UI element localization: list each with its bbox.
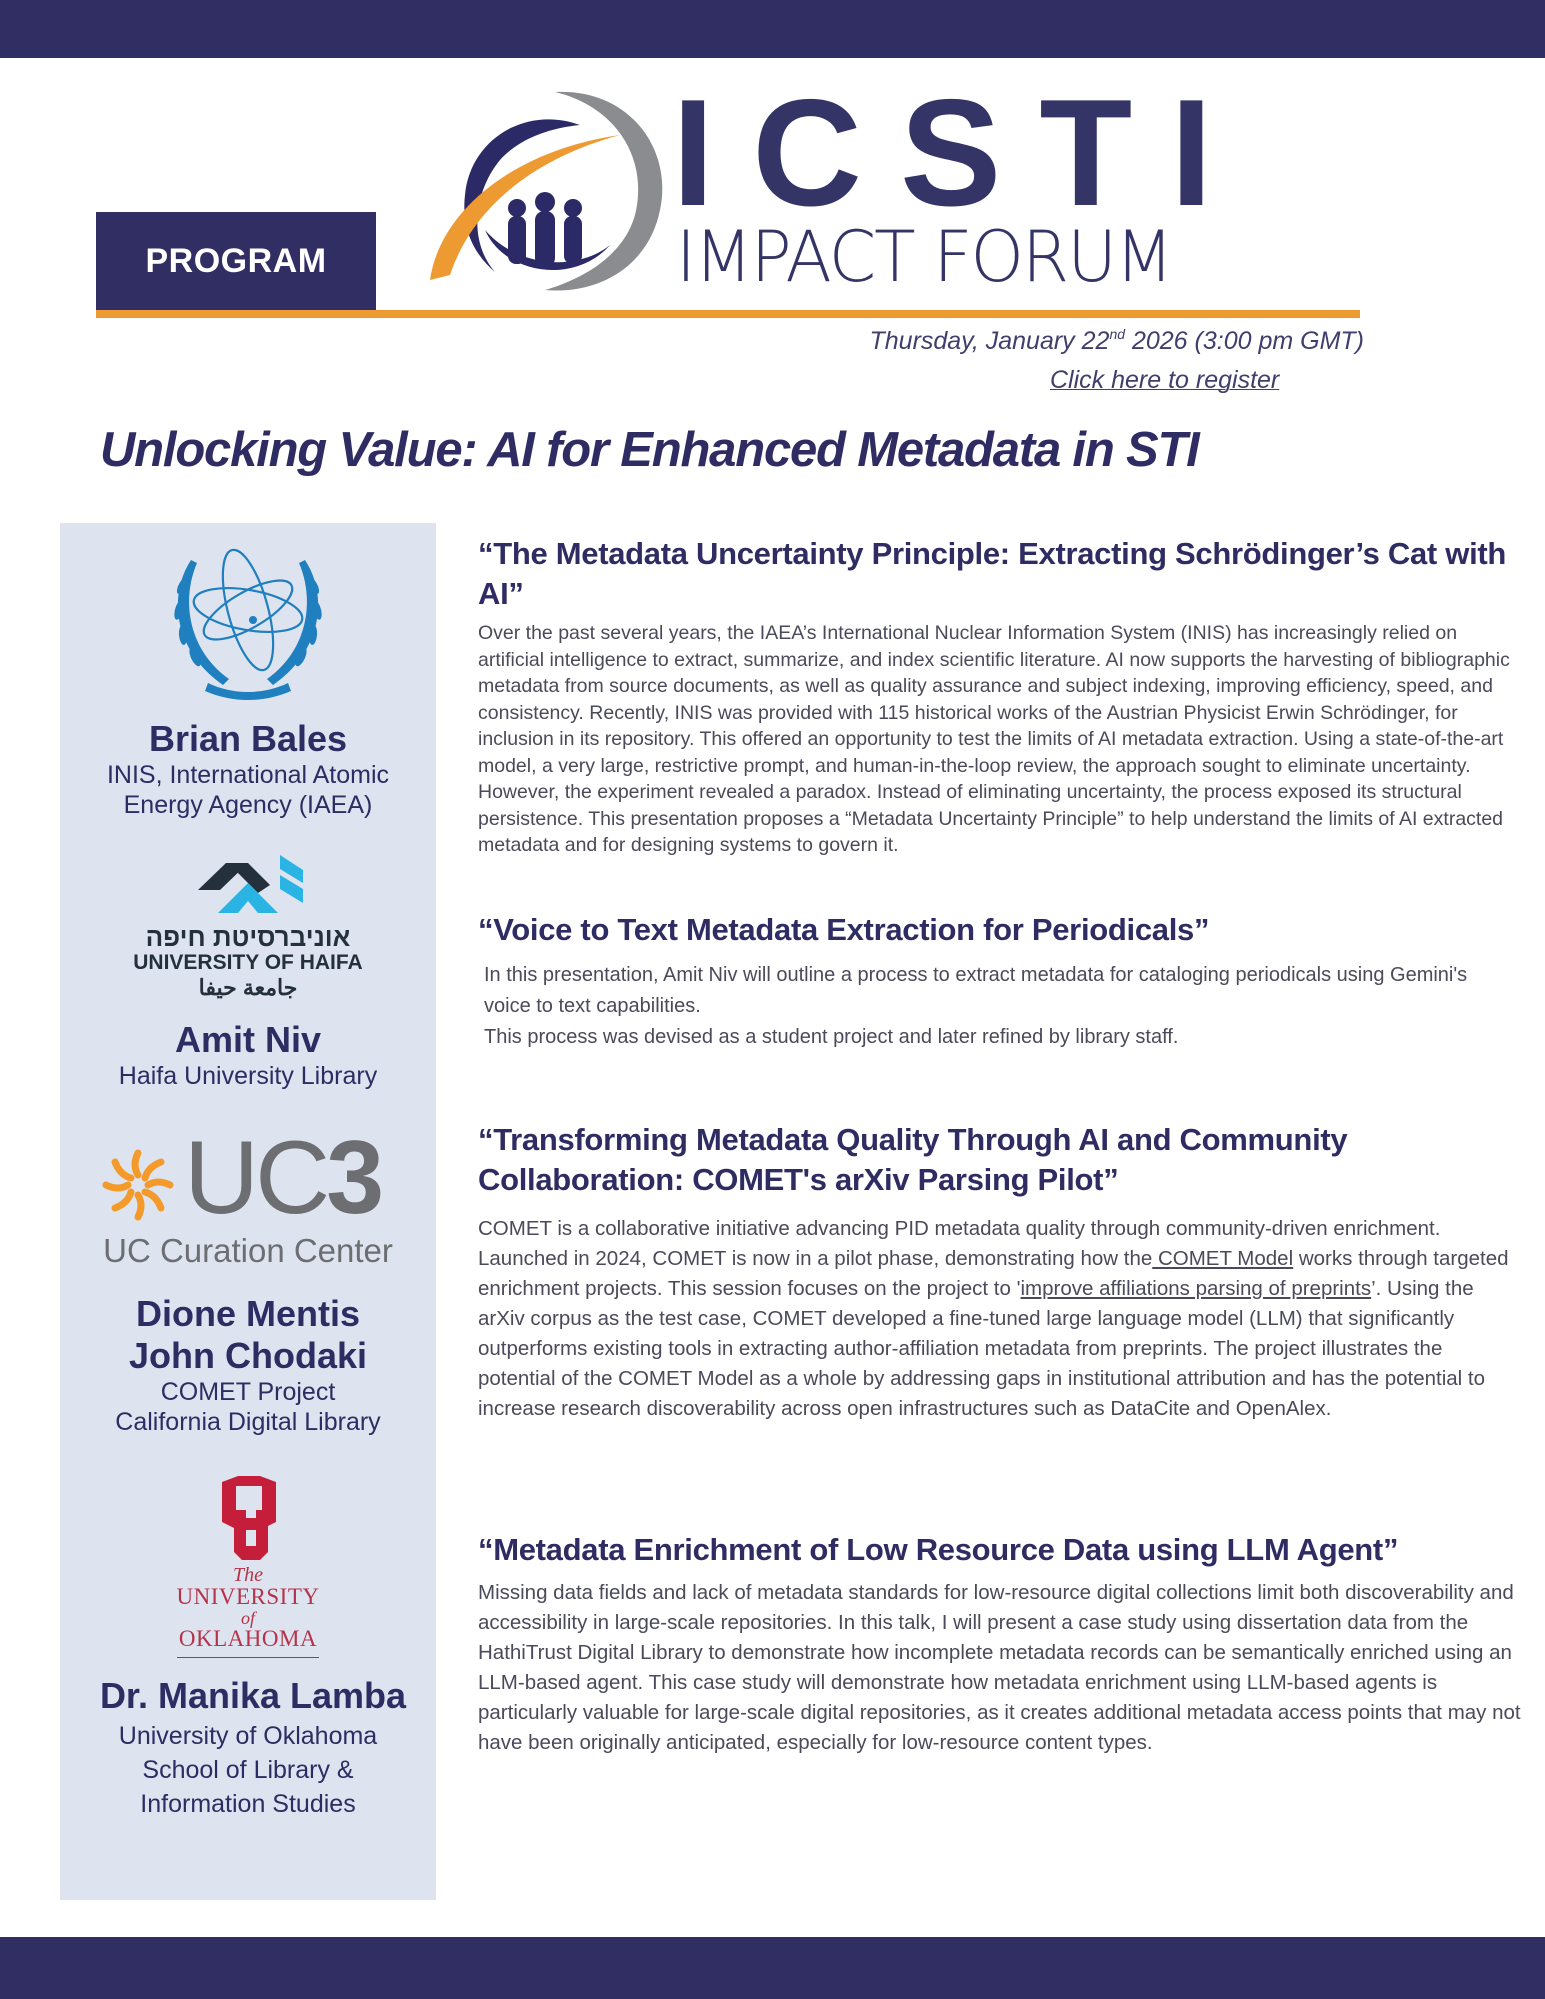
speakers-sidebar [60,523,436,1900]
haifa-arabic-text: جامعة حيفا [198,975,298,1000]
event-date [760,326,1364,356]
uc3-star-icon [98,1145,178,1225]
ou-oklahoma-text: OKLAHOMA [178,1626,318,1651]
uc3-mark: UC [184,1120,327,1236]
iaea-emblem-icon [163,535,333,705]
icsti-wordmark: ICSTI [672,68,1251,238]
event-date-day: Thursday, January 22 [869,327,1110,355]
top-banner-bar [0,0,1545,58]
talk-abstract-line: This process was devised as a student project and later refined by library staff. [484,1026,1179,1048]
page-title: Unlocking Value: AI for Enhanced Metadata in STI [100,423,1199,477]
ou-of-text: of [240,1608,255,1628]
speaker-dione-mentis-john-chodaki [60,1293,436,1437]
talk-abstract-line: In this presentation, Amit Niv will outline a process to extract metadata for cataloging periodicals using Gemini's voice to text capabilities. [484,964,1468,1017]
talk-abstract-text: ’. Using the arXiv corpus as the test case, COMET developed a fine-tuned large language model (LLM) that significantly outperforms existing tools in extracting author-affiliation metadata from preprints. The project illustrates the potential of the COMET Model as a whole by addressing gaps in institutional attribution and has the potential to increase research discoverability across open infrastructures such as DataCite and OpenAlex. [478,1277,1486,1420]
talk-abstract: Missing data fields and lack of metadata standards for low-resource digital collections limit both discoverability and accessibility in large-scale repositories. In this talk, I will present a case study using dissertation data from the HathiTrust Digital Library to demonstrate how incomplete metadata records can be semantically enriched using an LLM-based agent. This case study will demonstrate how metadata enrichment using LLM-based agents is particularly valuable for large-scale digital repositories, as it creates additional metadata access points that may not have been originally anticipated, especially for low-resource content types. [478,1581,1521,1754]
icsti-logo-icon [405,80,695,300]
talk-abstract [478,1214,1518,1424]
haifa-hebrew-text: אוניברסיטת חיפה [145,922,351,952]
ou-wordmark [60,1565,436,1658]
talk-title: “Transforming Metadata Quality Through AI and Community Collaboration: COMET's arXiv Parsing Pilot” [478,1122,1348,1197]
ou-rule [177,1657,319,1658]
speaker-affiliation: Information Studies [140,1790,356,1818]
haifa-english-text: UNIVERSITY OF HAIFA [133,951,363,974]
ou-university-text: UNIVERSITY [176,1584,320,1609]
uc3-wordmark [184,1120,381,1236]
header-divider [96,310,1360,318]
uc3-caption: UC Curation Center [103,1232,393,1269]
talk-metadata-uncertainty [478,534,1518,859]
talk-abstract: Over the past several years, the IAEA’s International Nuclear Information System (INIS) has increasingly relied on artificial intelligence to extract, summarize, and index scientific literature. AI now supports the harvesting of bibliographic metadata from source documents, as well as quality assurance and subject indexing, improving efficiency, speed, and consistency. Recently, INIS was provided with 115 historical works of the Austrian Physicist Erwin Schrödinger, for inclusion in its repository. This offered an opportunity to test the limits of AI metadata extraction. Using a state-of-the-art model, a very large, restrictive prompt, and human-in-the-loop review, the approach sought to eliminate uncertainty. However, the experiment revealed a paradox. Instead of eliminating uncertainty, the process exposed its structural persistence. This presentation proposes a “Metadata Uncertainty Principle” to help understand the limits of AI extracted metadata and for designing systems to govern it. [478,622,1510,856]
speaker-affiliation: California Digital Library [115,1408,381,1436]
talk-voice-to-text [478,910,1518,1053]
speaker-affiliation: INIS, International Atomic [106,761,390,789]
comet-model-link[interactable]: COMET Model [1152,1247,1294,1270]
talk-abstract [478,960,1518,1053]
talk-title: “The Metadata Uncertainty Principle: Extracting Schrödinger’s Cat with AI” [478,536,1507,611]
speaker-affiliation: COMET Project [160,1378,336,1406]
speaker-name: John Chodaki [128,1335,367,1376]
speaker-affiliation: Haifa University Library [118,1062,378,1090]
program-badge [96,212,376,310]
talk-comet-arxiv [478,1120,1518,1424]
speaker-name: Brian Bales [148,718,348,759]
ou-monogram-icon [218,1476,280,1560]
speaker-name: Dione Mentis [135,1293,360,1334]
event-date-time: 2026 (3:00 pm GMT) [1125,327,1364,355]
bottom-banner-bar [0,1937,1545,1999]
haifa-logo-text [60,923,436,1001]
speaker-name: Amit Niv [174,1019,322,1060]
talk-llm-agent-enrichment [478,1530,1528,1758]
speaker-brian-bales [60,718,436,820]
register-link[interactable]: Click here to register [1050,366,1280,394]
impact-forum-wordmark: IMPACT FORUM [676,216,1172,298]
speaker-affiliation: University of Oklahoma [118,1722,378,1750]
affiliations-parsing-link[interactable]: improve affiliations parsing of preprints [1020,1277,1372,1300]
talk-title: “Metadata Enrichment of Low Resource Data using LLM Agent” [478,1532,1399,1567]
talk-title: “Voice to Text Metadata Extraction for Periodicals” [478,912,1210,947]
event-date-ordinal: nd [1109,326,1126,342]
speaker-amit-niv [60,1019,436,1091]
talk-abstract-text: works through targeted enrichment projects. This session focuses on the project to ' [478,1247,1509,1300]
ou-the-text: The [233,1564,263,1586]
university-of-haifa-logo-icon [198,855,308,913]
speaker-manika-lamba [60,1675,436,1821]
program-label: PROGRAM [145,241,327,280]
uc3-mark-bold: 3 [326,1120,381,1236]
talk-abstract-text: COMET is a collaborative initiative advancing PID metadata quality through community-driven enrichment. Launched in 2024, COMET is now in a pilot phase, demonstrating how the [478,1217,1441,1270]
speaker-name: Dr. Manika Lamba [99,1675,407,1716]
speaker-affiliation: Energy Agency (IAEA) [123,791,373,819]
speaker-affiliation: School of Library & [142,1756,354,1784]
